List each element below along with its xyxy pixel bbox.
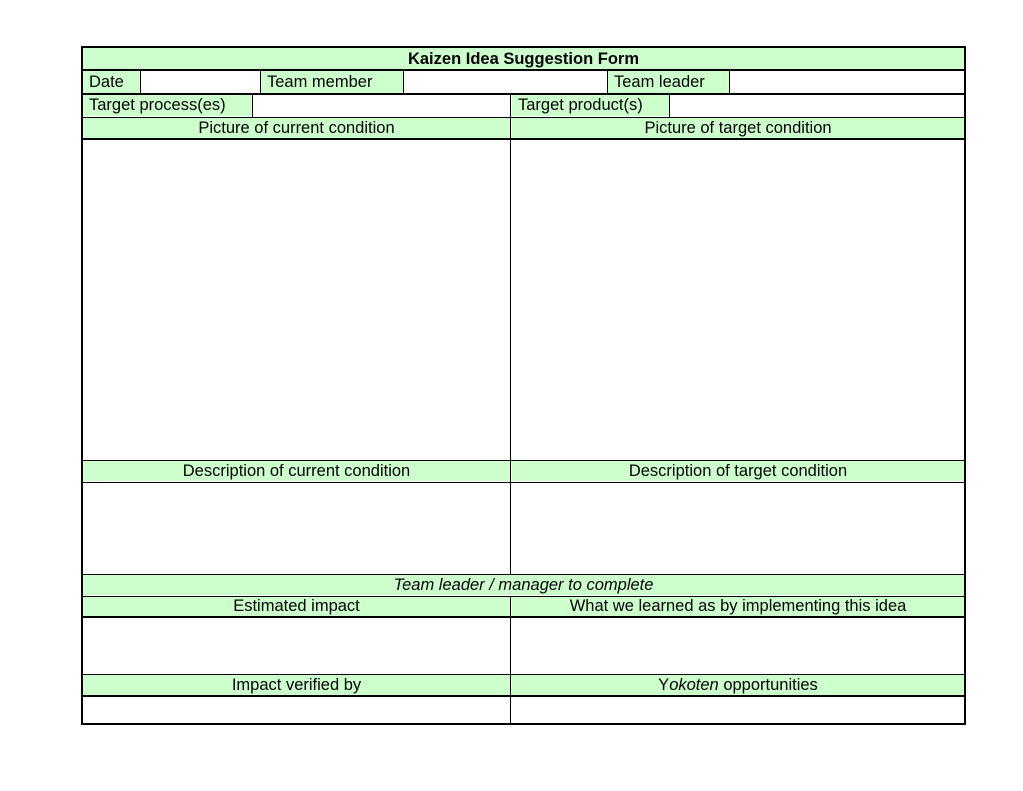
yokoten-suffix: opportunities <box>718 675 818 694</box>
divider <box>403 70 404 93</box>
target-product-field[interactable] <box>671 95 964 116</box>
divider <box>510 117 511 575</box>
picture-target-header: Picture of target condition <box>512 118 964 138</box>
estimated-impact-field[interactable] <box>83 618 510 673</box>
picture-current-area[interactable] <box>83 140 510 460</box>
target-product-label: Target product(s) <box>512 95 669 116</box>
description-current-header: Description of current condition <box>83 461 510 481</box>
manager-section-header: Team leader / manager to complete <box>83 575 964 595</box>
lessons-learned-field[interactable] <box>512 618 964 673</box>
lessons-learned-header: What we learned as by implementing this idea <box>512 597 964 616</box>
divider <box>510 94 511 117</box>
yokoten-italic: okoten <box>669 675 719 694</box>
picture-target-area[interactable] <box>512 140 964 460</box>
divider <box>729 70 730 93</box>
divider <box>260 70 261 93</box>
divider <box>140 70 141 93</box>
target-process-label: Target process(es) <box>83 95 252 116</box>
form-title: Kaizen Idea Suggestion Form <box>83 48 964 70</box>
date-label: Date <box>83 71 140 93</box>
divider <box>607 70 608 93</box>
divider <box>252 94 253 117</box>
picture-current-header: Picture of current condition <box>83 118 510 138</box>
description-current-field[interactable] <box>83 483 510 573</box>
yokoten-header <box>512 675 964 695</box>
yokoten-field[interactable] <box>512 697 964 723</box>
impact-verified-field[interactable] <box>83 697 510 723</box>
team-member-field[interactable] <box>404 71 607 93</box>
target-process-field[interactable] <box>253 95 510 116</box>
description-target-field[interactable] <box>512 483 964 573</box>
yokoten-prefix: Y <box>658 675 670 694</box>
kaizen-form <box>81 46 966 725</box>
date-field[interactable] <box>141 71 259 93</box>
team-leader-field[interactable] <box>730 71 964 93</box>
team-member-label: Team member <box>261 71 403 93</box>
impact-verified-header: Impact verified by <box>83 675 510 695</box>
estimated-impact-header: Estimated impact <box>83 597 510 616</box>
team-leader-label: Team leader <box>608 71 729 93</box>
divider <box>510 596 511 725</box>
description-target-header: Description of target condition <box>512 461 964 481</box>
divider <box>669 94 670 117</box>
